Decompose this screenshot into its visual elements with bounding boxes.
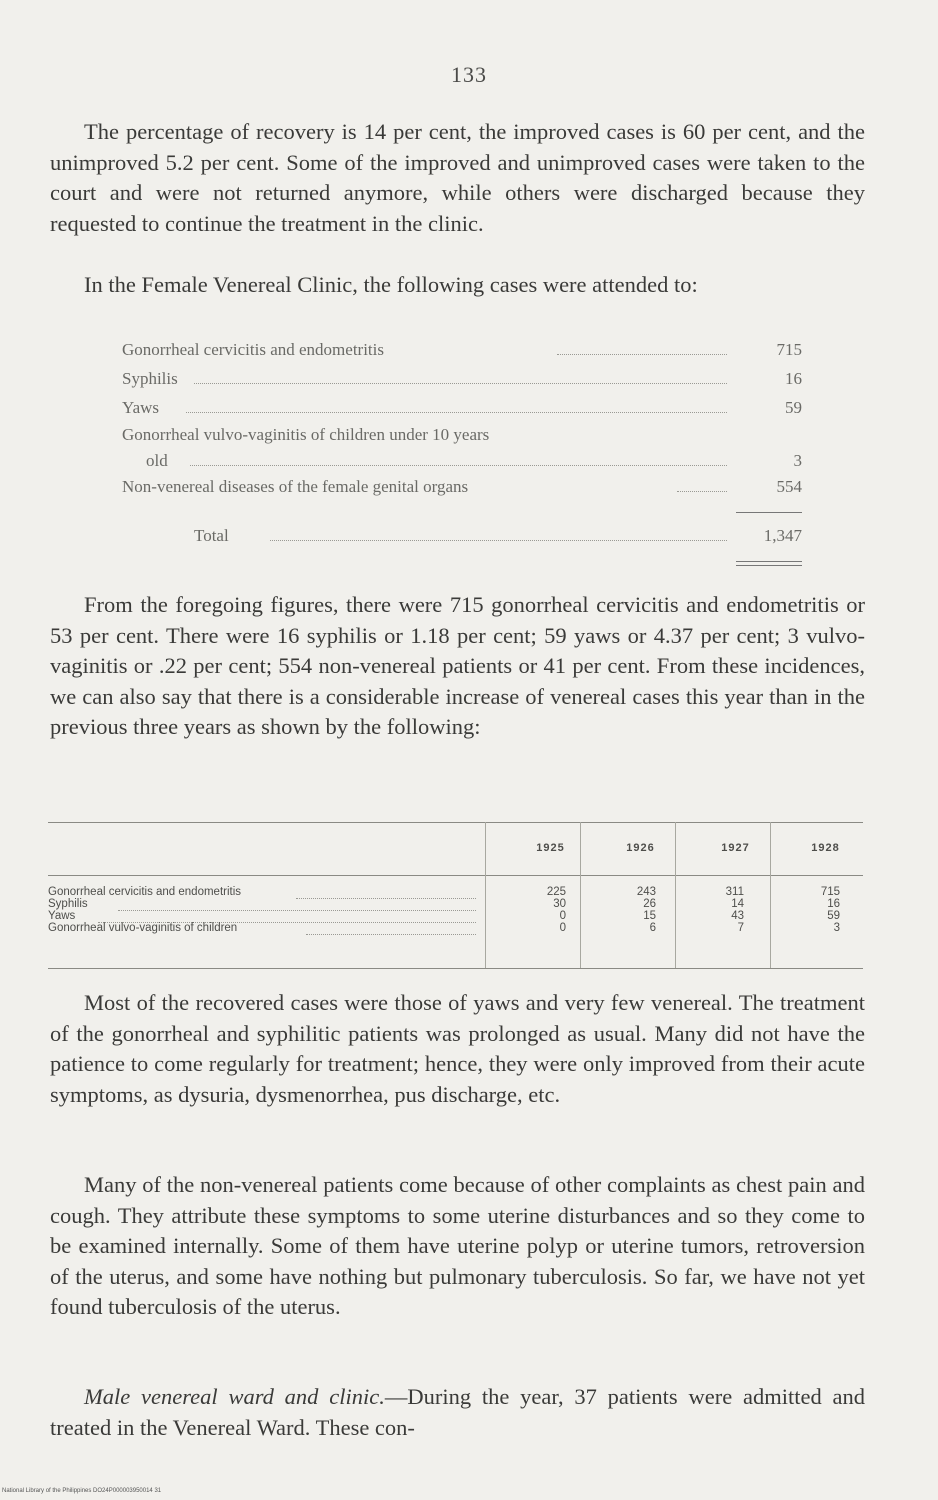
leader-dots bbox=[296, 898, 476, 899]
comparison-table bbox=[48, 822, 863, 970]
leader-dots bbox=[186, 412, 727, 413]
list-item-continuation bbox=[122, 451, 802, 477]
list-item-value: 16 bbox=[785, 369, 802, 388]
table-cell: 0 bbox=[559, 922, 566, 934]
list-item-label: Yaws bbox=[122, 398, 160, 417]
list-item-label-continued: old bbox=[146, 451, 168, 470]
table-cell: 0 bbox=[559, 910, 566, 922]
total-value: 1,347 bbox=[763, 526, 802, 545]
table-cell: 3 bbox=[833, 922, 840, 934]
table-cell: 59 bbox=[827, 910, 840, 922]
list-item-value: 59 bbox=[785, 398, 802, 417]
table-cell: 6 bbox=[649, 922, 656, 934]
table-cell: 26 bbox=[643, 898, 656, 910]
paragraph-non-venereal: Many of the non-venereal patients come because of other complaints as chest pain and cough. They attribute these symptoms to some uterine disturbances and so they come to be examined internally. Some of them have uterine polyp or uterine tumors, retroversion of the uterus, and some have nothing but pulmonary tuberculosis. So far, we have not yet found tuberculosis of the uterus. bbox=[50, 1172, 865, 1319]
list-item bbox=[122, 477, 802, 503]
leader-dots bbox=[190, 465, 727, 466]
table-cell: 311 bbox=[725, 886, 744, 898]
total-rule bbox=[736, 512, 802, 513]
list-item-label: Non-venereal diseases of the female genital organs bbox=[122, 477, 469, 496]
table-header-rule bbox=[48, 875, 863, 876]
double-rule-top bbox=[736, 561, 802, 562]
paragraph-male-ward-text: —During the year, 37 patients were admitted and treated in the Venereal Ward. These con- bbox=[50, 1384, 865, 1440]
leader-dots bbox=[270, 540, 727, 541]
table-cell: 30 bbox=[553, 898, 566, 910]
paragraph-female-clinic-intro: In the Female Venereal Clinic, the following cases were attended to: bbox=[84, 272, 698, 297]
leader-dots bbox=[306, 934, 476, 935]
list-item-label: Gonorrheal vulvo-vaginitis of children under 10 years bbox=[122, 425, 490, 444]
double-rule-bottom bbox=[736, 565, 802, 566]
table-cell: 715 bbox=[820, 886, 840, 898]
table-cell: 225 bbox=[546, 886, 566, 898]
list-item-value: 3 bbox=[793, 451, 802, 470]
column-header-1928: 1928 bbox=[811, 842, 840, 854]
section-heading-male-ward: Male venereal ward and clinic. bbox=[84, 1384, 385, 1409]
list-item-value: 715 bbox=[776, 340, 802, 359]
list-item bbox=[122, 425, 802, 451]
list-item-label: Gonorrheal cervicitis and endometritis bbox=[122, 340, 384, 359]
leader-dots bbox=[677, 491, 727, 492]
table-cell: 7 bbox=[737, 922, 744, 934]
list-item bbox=[122, 398, 802, 424]
column-header-1925: 1925 bbox=[536, 842, 565, 854]
table-cell: 43 bbox=[731, 910, 744, 922]
paragraph-foregoing-figures: From the foregoing figures, there were 715 gonorrheal cervicitis and endometritis or 53 per cent. There were 16 syphilis or 1.18 per cent; 59 yaws or 4.37 per cent; 3 vulvo-vaginitis or .22 per cent; 554 non-venereal patients or 41 per cent. From these incidences, we can also say that there is a considerable increase of venereal cases this year than in the previous three years as shown by the following: bbox=[50, 592, 865, 739]
paragraph-recovery-rates: The percentage of recovery is 14 per cent, the improved cases is 60 per cent, and the unimproved 5.2 per cent. Some of the improved and unimproved cases were taken to the court and were not returned anymore, while others were discharged because they requested to continue the treatment in the clinic. bbox=[50, 119, 865, 236]
table-cell: 243 bbox=[636, 886, 656, 898]
paragraph-male-ward bbox=[50, 1382, 865, 1443]
table-cell: 14 bbox=[731, 898, 744, 910]
total-row bbox=[122, 526, 802, 552]
table-row-label: Gonorrheal vulvo-vaginitis of children bbox=[48, 922, 238, 934]
column-header-1927: 1927 bbox=[721, 842, 750, 854]
leader-dots bbox=[194, 383, 727, 384]
paragraph-recovered-cases: Most of the recovered cases were those of yaws and very few venereal. The treatment of the gonorrheal and syphilitic patients was prolonged as usual. Many did not have the patience to come regularly for treatment; hence, they were only improved from their acute symptoms, as dysuria, dysmenorrhea, pus discharge, etc. bbox=[50, 990, 865, 1107]
list-item bbox=[122, 340, 802, 366]
footer-attribution: National Library of the Philippines DO24P000003950014 31 bbox=[2, 1488, 162, 1494]
column-divider bbox=[485, 822, 486, 968]
table-cell: 16 bbox=[827, 898, 840, 910]
table-row-label: Syphilis bbox=[48, 898, 88, 910]
page-number: 133 bbox=[451, 62, 487, 87]
table-cell: 15 bbox=[643, 910, 656, 922]
table-row-label: Gonorrheal cervicitis and endometritis bbox=[48, 886, 242, 898]
leader-dots bbox=[118, 910, 476, 911]
table-row-label: Yaws bbox=[48, 910, 76, 922]
list-item-label: Syphilis bbox=[122, 369, 178, 388]
total-label: Total bbox=[194, 526, 229, 545]
list-item bbox=[122, 369, 802, 395]
table-bottom-rule bbox=[48, 968, 863, 969]
leader-dots bbox=[557, 354, 727, 355]
list-item-value: 554 bbox=[776, 477, 802, 496]
table-top-rule bbox=[48, 822, 863, 823]
column-header-1926: 1926 bbox=[626, 842, 655, 854]
